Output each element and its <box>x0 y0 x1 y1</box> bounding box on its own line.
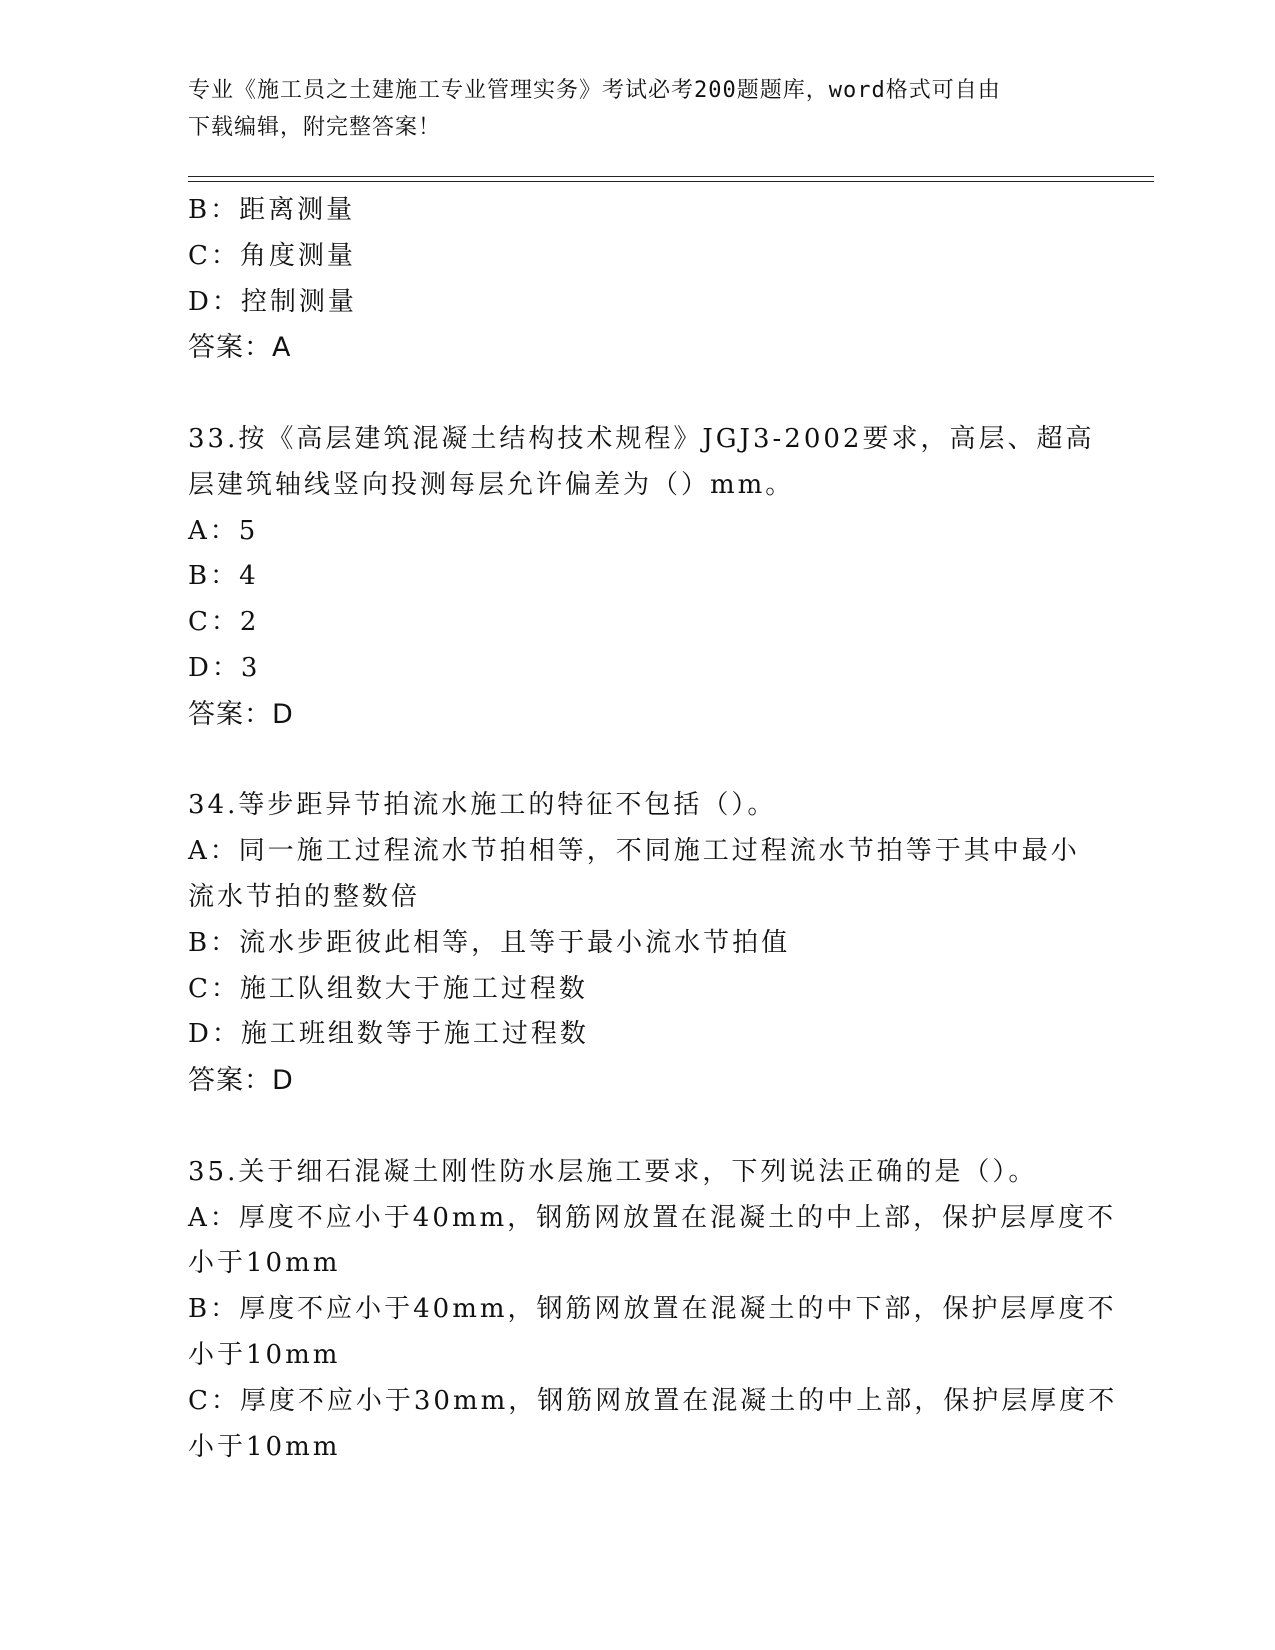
question-stem: 33.按《高层建筑混凝土结构技术规程》JGJ3-2002要求，高层、超高 <box>188 423 1095 454</box>
question-34 <box>188 783 1088 1104</box>
option-a: A：厚度不应小于40mm，钢筋网放置在混凝土的中上部，保护层厚度不 <box>188 1202 1117 1233</box>
question-35 <box>188 1150 1118 1471</box>
option-b: B：厚度不应小于40mm，钢筋网放置在混凝土的中下部，保护层厚度不 <box>188 1294 1117 1325</box>
option-a-continued: 流水节拍的整数倍 <box>188 881 421 912</box>
header-divider-top <box>188 176 1154 177</box>
question-content <box>188 188 1118 1470</box>
spacer <box>188 371 1088 417</box>
question-32-tail <box>188 188 1088 371</box>
option-a-continued: 小于10mm <box>188 1248 341 1279</box>
header-line-2: 下载编辑，附完整答案！ <box>188 115 442 140</box>
option-c: C：施工队组数大于施工过程数 <box>188 973 588 1004</box>
option-a: A：同一施工过程流水节拍相等，不同施工过程流水节拍等于其中最小 <box>188 836 1080 867</box>
header-divider-bottom <box>188 181 1154 182</box>
question-stem-continued: 层建筑轴线竖向投测每层允许偏差为（）mm。 <box>188 469 795 500</box>
option-b-continued: 小于10mm <box>188 1339 341 1370</box>
question-stem: 34.等步距异节拍流水施工的特征不包括（）。 <box>188 790 777 821</box>
spacer <box>188 1104 1088 1150</box>
header-line-1: 专业《施工员之土建施工专业管理实务》考试必考200题题库，word格式可自由 <box>188 78 1001 103</box>
option-d: D：3 <box>188 652 261 683</box>
option-d: D：控制测量 <box>188 286 357 317</box>
option-c: C：角度测量 <box>188 240 356 271</box>
question-33 <box>188 417 1095 738</box>
option-a: A：5 <box>188 515 259 546</box>
spacer <box>188 738 1088 784</box>
option-c: C：厚度不应小于30mm，钢筋网放置在混凝土的中上部，保护层厚度不 <box>188 1385 1118 1416</box>
answer-line: 答案：A <box>188 332 292 364</box>
option-d: D：施工班组数等于施工过程数 <box>188 1019 589 1050</box>
option-b: B：距离测量 <box>188 195 356 225</box>
option-b: B：4 <box>188 561 259 592</box>
answer-line: 答案：D <box>188 1065 294 1097</box>
option-c: C：2 <box>188 607 260 638</box>
option-c-continued: 小于10mm <box>188 1431 341 1462</box>
document-header <box>188 72 1088 146</box>
question-stem: 35.关于细石混凝土刚性防水层施工要求，下列说法正确的是（）。 <box>188 1156 1038 1187</box>
answer-line: 答案：D <box>188 698 294 730</box>
option-b: B：流水步距彼此相等，且等于最小流水节拍值 <box>188 927 791 958</box>
